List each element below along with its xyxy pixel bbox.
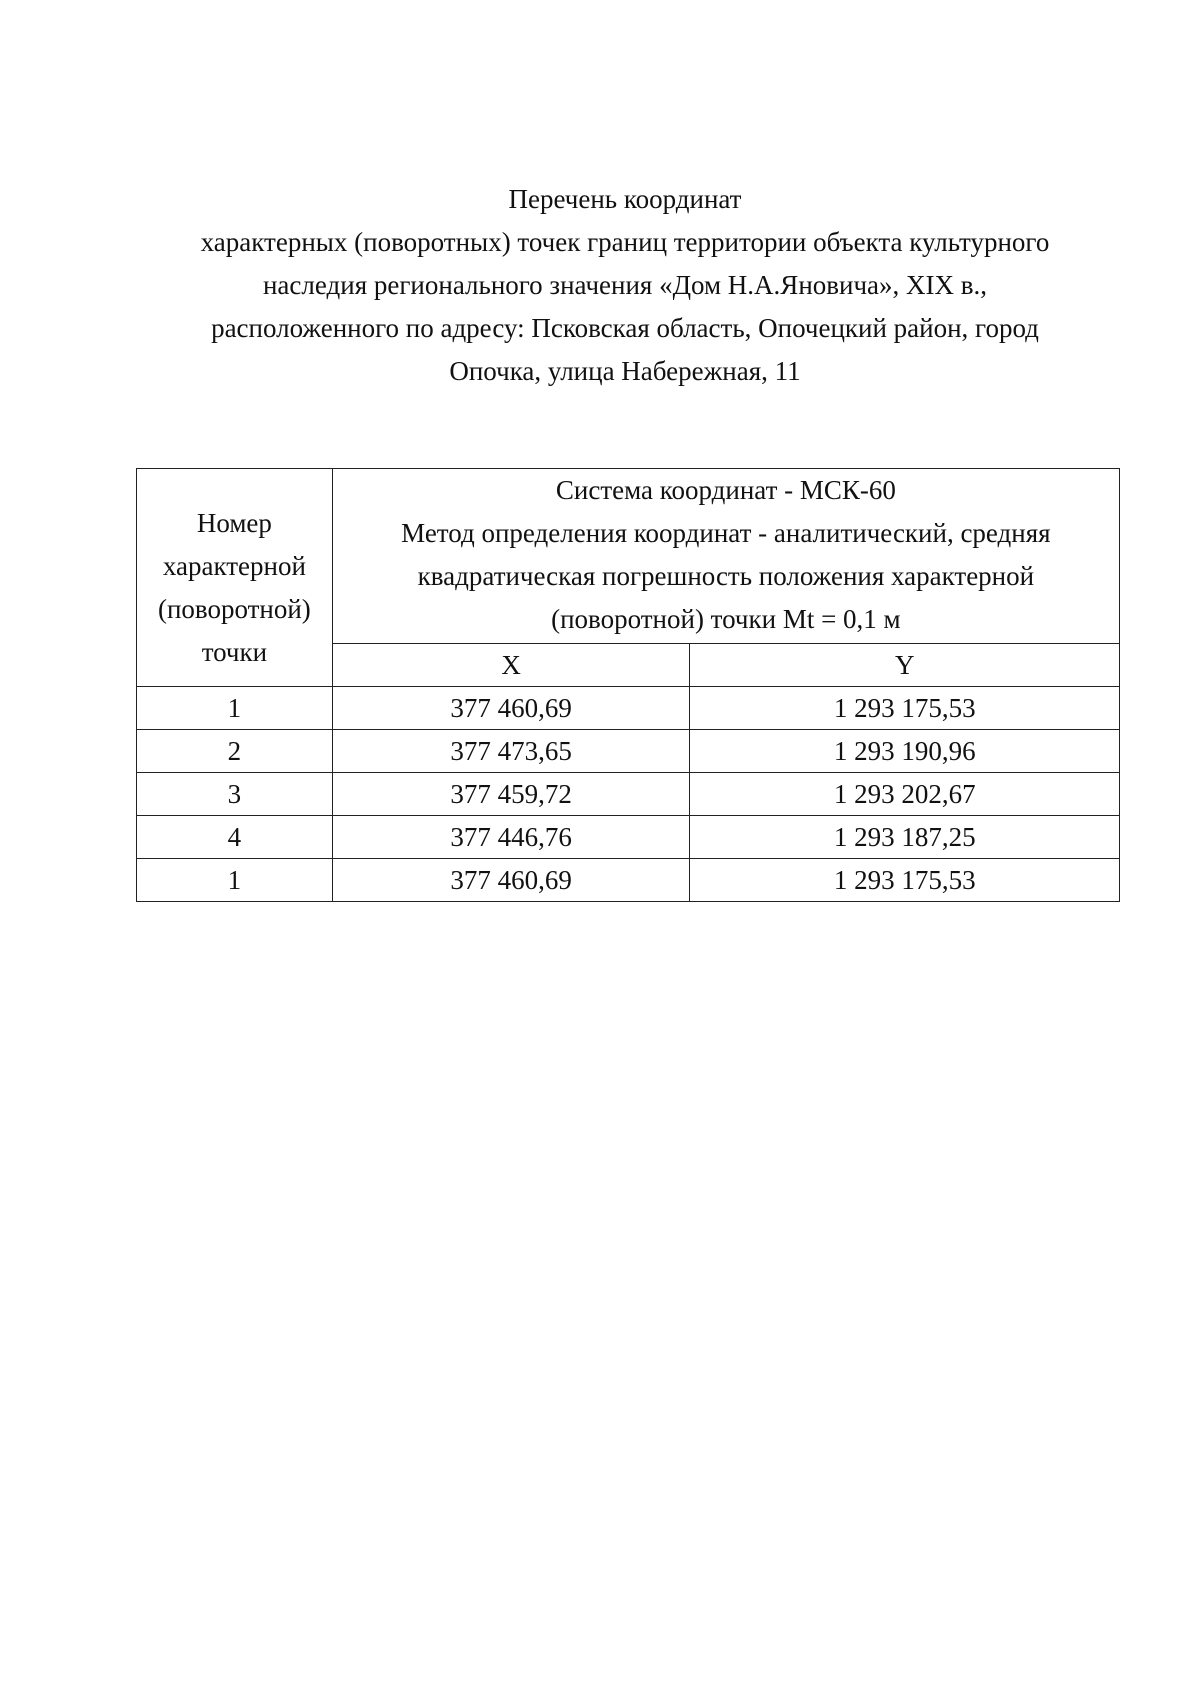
cell-point: 1 [137, 859, 333, 902]
cell-y: 1 293 202,67 [690, 773, 1120, 816]
cell-y: 1 293 175,53 [690, 859, 1120, 902]
header-point-number [137, 469, 333, 687]
header-point-line: Номер [196, 507, 272, 538]
cell-point: 3 [137, 773, 333, 816]
table-row [137, 816, 1120, 859]
title-line: Перечень координат [508, 184, 742, 214]
cell-point: 2 [137, 730, 333, 773]
table-row [137, 730, 1120, 773]
table-row [137, 687, 1120, 730]
title-line: характерных (поворотных) точек границ территории объекта культурного [200, 227, 1050, 257]
cell-x: 377 473,65 [332, 730, 690, 773]
cell-x: 377 459,72 [332, 773, 690, 816]
header-point-line: точки [201, 636, 268, 667]
header-coordinate-system [332, 469, 1119, 644]
header-system-line: Метод определения координат - аналитический, средняя [401, 518, 1051, 548]
header-x: X [332, 644, 690, 687]
header-system-line: Система координат - МСК-60 [555, 475, 896, 505]
header-point-line: характерной [162, 550, 306, 581]
header-point-line: (поворотной) [157, 593, 311, 624]
cell-y: 1 293 175,53 [690, 687, 1120, 730]
cell-x: 377 460,69 [332, 859, 690, 902]
cell-y: 1 293 190,96 [690, 730, 1120, 773]
header-system-line: (поворотной) точки Mt = 0,1 м [551, 604, 901, 634]
cell-y: 1 293 187,25 [690, 816, 1120, 859]
table-row [137, 859, 1120, 902]
table-row [137, 773, 1120, 816]
title-line: Опочка, улица Набережная, 11 [449, 356, 801, 386]
document-title [120, 178, 1130, 393]
cell-x: 377 460,69 [332, 687, 690, 730]
cell-point: 1 [137, 687, 333, 730]
header-y: Y [690, 644, 1120, 687]
header-system-line: квадратическая погрешность положения характерной [417, 561, 1035, 591]
cell-x: 377 446,76 [332, 816, 690, 859]
title-line: расположенного по адресу: Псковская область, Опочецкий район, город [211, 313, 1039, 343]
title-line: наследия регионального значения «Дом Н.А.Яновича», XIX в., [262, 270, 988, 300]
coordinates-table [136, 468, 1120, 902]
cell-point: 4 [137, 816, 333, 859]
table-header-row [137, 469, 1120, 644]
